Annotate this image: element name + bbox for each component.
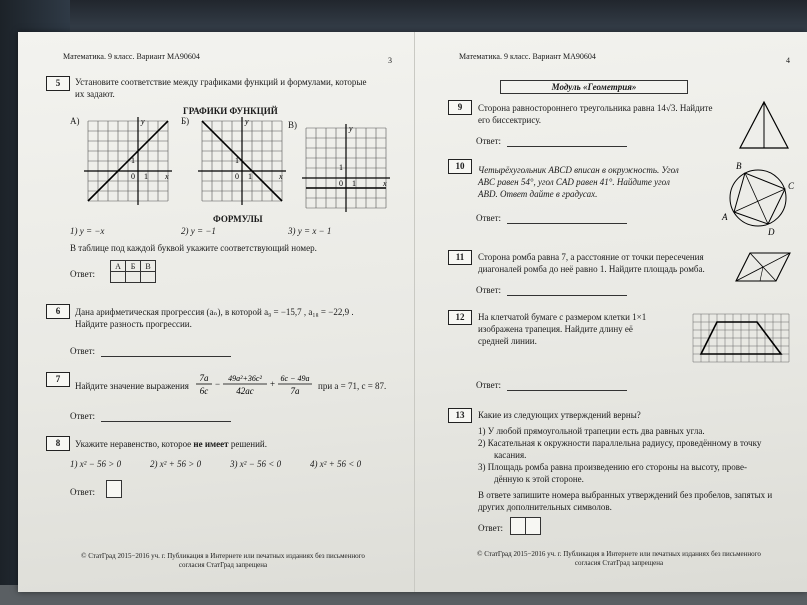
frac3-denominator: 7a bbox=[290, 386, 300, 396]
task13-answer-box-2[interactable] bbox=[525, 517, 541, 535]
task-number-5: 5 bbox=[46, 76, 70, 91]
task7-answer bbox=[70, 410, 231, 422]
task6-answer-line[interactable] bbox=[101, 347, 231, 357]
exam-sheet bbox=[18, 32, 807, 592]
task13-statement-2: 2) Касательная к окружности параллельна радиусу, проведённому в точку bbox=[478, 438, 762, 448]
task7-answer-label: Ответ: bbox=[70, 411, 96, 421]
task9-text-line2: его биссектрису. bbox=[478, 115, 542, 125]
graph-label-a: А) bbox=[70, 116, 80, 126]
rhombus-figure bbox=[732, 249, 794, 285]
graph-a bbox=[82, 115, 174, 207]
task6-text-line1: Дана арифметическая прогрессия (aₙ), в которой a₉ = −15,7 , a₁₈ = −22,9 . bbox=[75, 307, 354, 317]
frac1-numerator: 7a bbox=[199, 373, 209, 383]
table-header-c: В bbox=[141, 261, 156, 272]
graph-b-one-y: 1 bbox=[235, 156, 239, 165]
task7-expression bbox=[194, 370, 316, 404]
graph-b bbox=[196, 115, 288, 207]
task6-answer-label: Ответ: bbox=[70, 346, 96, 356]
task13-answer-label: Ответ: bbox=[478, 523, 504, 533]
task7-text-prefix: Найдите значение выражения bbox=[75, 381, 189, 391]
task5-text-line2: их задают. bbox=[75, 89, 115, 99]
table-header-a: А bbox=[111, 261, 126, 272]
page-3 bbox=[18, 32, 415, 592]
formula-1: 1) y = −x bbox=[70, 226, 105, 236]
frac3-numerator: 6c − 49a bbox=[280, 374, 310, 383]
quadrilateral-abcd bbox=[734, 173, 785, 224]
task8-text-bold: не имеет bbox=[193, 439, 229, 449]
task13-statement-3: 3) Площадь ромба равна произведению его стороны на высоту, прове- bbox=[478, 462, 747, 472]
graph-c-one-y: 1 bbox=[339, 163, 343, 172]
task5-answer-table bbox=[110, 260, 156, 283]
task8-option-1: 1) x² − 56 > 0 bbox=[70, 459, 122, 469]
graph-c bbox=[300, 122, 392, 214]
graph-a-one-y: 1 bbox=[131, 156, 135, 165]
task8-answer-box[interactable] bbox=[106, 480, 122, 498]
graph-b-x-label: x bbox=[279, 172, 283, 181]
graph-a-zero: 0 bbox=[131, 172, 135, 181]
graph-a-one-x: 1 bbox=[144, 172, 148, 181]
point-c-label: C bbox=[788, 181, 795, 191]
right-footer bbox=[454, 550, 784, 568]
task9-text-line1: Сторона равностороннего треугольника равна 14√3. Найдите bbox=[478, 103, 713, 113]
table-header-b: Б bbox=[126, 261, 141, 272]
task5-answer-label: Ответ: bbox=[70, 269, 96, 279]
right-footer-line2: согласия СтатГрад запрещена bbox=[574, 559, 664, 567]
minus-sign: − bbox=[215, 379, 221, 389]
task12-text-line2: изображена трапеция. Найдите длину её bbox=[478, 324, 633, 334]
task9-answer-label: Ответ: bbox=[476, 136, 502, 146]
task5-text-line1: Установите соответствие между графиками функций и формулами, которые bbox=[75, 77, 367, 87]
page-header: Математика. 9 класс. Вариант МА90604 bbox=[63, 52, 200, 61]
formulas-title: ФОРМУЛЫ bbox=[213, 214, 263, 224]
task10-answer-line[interactable] bbox=[507, 214, 627, 224]
task11-answer-line[interactable] bbox=[507, 286, 627, 296]
task-number-12: 12 bbox=[448, 310, 472, 325]
task10-text-line1: Четырёхугольник ABCD вписан в окружность. Угол bbox=[478, 165, 679, 175]
task10-text-line2: ABC равен 54°, угол CAD равен 41°. Найдите угол bbox=[478, 177, 670, 187]
point-d-label: D bbox=[768, 227, 775, 236]
task13-statements bbox=[478, 425, 788, 485]
task13-instruction-line2: других дополнительных символов. bbox=[478, 502, 612, 512]
answer-cell-b[interactable] bbox=[126, 272, 141, 283]
graph-label-c: В) bbox=[288, 120, 297, 130]
graph-label-b: Б) bbox=[181, 116, 190, 126]
page-4 bbox=[414, 32, 807, 592]
task12-text-line3: средней линии. bbox=[478, 336, 537, 346]
task6-text bbox=[75, 306, 405, 330]
left-footer-line2: согласия СтатГрад запрещена bbox=[178, 561, 268, 569]
task9-text bbox=[478, 102, 748, 126]
right-footer-line1: © СтатГрад 2015−2016 уч. г. Публикация в Интернете или печатных изданиях без письменного bbox=[477, 550, 761, 558]
point-a-label: A bbox=[722, 212, 728, 222]
task10-text bbox=[478, 164, 728, 200]
task7-text-suffix: при a = 71, c = 87. bbox=[318, 381, 387, 391]
point-b-label: B bbox=[736, 161, 742, 171]
frac2-denominator: 42ac bbox=[236, 386, 254, 396]
task-number-8: 8 bbox=[46, 436, 70, 451]
task13-question: Какие из следующих утверждений верны? bbox=[478, 410, 641, 420]
task12-answer bbox=[476, 379, 627, 391]
formula-3: 3) y = x − 1 bbox=[288, 226, 332, 236]
task9-answer bbox=[476, 135, 627, 147]
task8-text bbox=[75, 438, 267, 450]
task13-answer-box-1[interactable] bbox=[510, 517, 526, 535]
task11-text-line1: Сторона ромба равна 7, а расстояние от точки пересечения bbox=[478, 252, 704, 262]
trapezoid-grid-figure bbox=[692, 313, 794, 363]
task5-text bbox=[75, 76, 405, 100]
task5-instruction: В таблице под каждой буквой укажите соответствующий номер. bbox=[70, 243, 317, 253]
task8-option-2: 2) x² + 56 > 0 bbox=[150, 459, 202, 469]
task-number-6: 6 bbox=[46, 304, 70, 319]
task9-answer-line[interactable] bbox=[507, 137, 627, 147]
page-number: 4 bbox=[786, 56, 790, 65]
task8-option-4: 4) x² + 56 < 0 bbox=[310, 459, 362, 469]
page-number: 3 bbox=[388, 56, 392, 65]
task11-text-line2: диагоналей ромба до неё равно 1. Найдите площадь ромба. bbox=[478, 264, 705, 274]
task8-text-suffix: решений. bbox=[228, 439, 267, 449]
task10-answer bbox=[476, 212, 627, 224]
task6-answer bbox=[70, 345, 231, 357]
task-number-13: 13 bbox=[448, 408, 472, 423]
task-number-7: 7 bbox=[46, 372, 70, 387]
task8-answer-label: Ответ: bbox=[70, 487, 96, 497]
left-footer bbox=[58, 552, 388, 570]
frac1-denominator: 6c bbox=[199, 386, 209, 396]
task11-answer-label: Ответ: bbox=[476, 285, 502, 295]
task12-text bbox=[478, 311, 678, 347]
graph-b-one-x: 1 bbox=[248, 172, 252, 181]
graph-b-zero: 0 bbox=[235, 172, 239, 181]
task11-answer bbox=[476, 284, 627, 296]
task10-answer-label: Ответ: bbox=[476, 213, 502, 223]
task13-statement-2-cont: касания. bbox=[494, 450, 527, 460]
plus-sign: + bbox=[270, 379, 276, 389]
graphs-title: ГРАФИКИ ФУНКЦИЙ bbox=[183, 106, 278, 116]
graph-a-y-label: y bbox=[141, 117, 145, 126]
module-title: Модуль «Геометрия» bbox=[500, 80, 688, 94]
task13-statement-3-cont: дённую к этой стороне. bbox=[494, 474, 584, 484]
frac2-numerator: 49a²+36c² bbox=[228, 374, 262, 383]
task7-answer-line[interactable] bbox=[101, 412, 231, 422]
graph-c-x-label: x bbox=[383, 179, 387, 188]
task13-statement-1: 1) У любой прямоугольной трапеции есть два равных угла. bbox=[478, 426, 705, 436]
graph-c-y-label: y bbox=[349, 124, 353, 133]
task12-answer-line[interactable] bbox=[507, 381, 627, 391]
rhombus-distance bbox=[760, 267, 763, 281]
task-number-10: 10 bbox=[448, 159, 472, 174]
left-footer-line1: © СтатГрад 2015−2016 уч. г. Публикация в Интернете или печатных изданиях без письменного bbox=[81, 552, 365, 560]
diagonal-ac bbox=[734, 189, 785, 212]
graph-c-zero: 0 bbox=[339, 179, 343, 188]
task8-option-3: 3) x² − 56 < 0 bbox=[230, 459, 282, 469]
answer-cell-a[interactable] bbox=[111, 272, 126, 283]
task13-instruction-line1: В ответе запишите номера выбранных утверждений без пробелов, запятых и bbox=[478, 490, 773, 500]
answer-cell-c[interactable] bbox=[141, 272, 156, 283]
task8-text-prefix: Укажите неравенство, которое bbox=[75, 439, 194, 449]
graph-b-y-label: y bbox=[245, 117, 249, 126]
equilateral-triangle-figure bbox=[736, 98, 792, 152]
page-header: Математика. 9 класс. Вариант МА90604 bbox=[459, 52, 596, 61]
task13-instruction bbox=[478, 489, 788, 513]
task12-answer-label: Ответ: bbox=[476, 380, 502, 390]
graph-c-one-x: 1 bbox=[352, 179, 356, 188]
task6-text-line2: Найдите разность прогрессии. bbox=[75, 319, 192, 329]
inscribed-quadrilateral-figure bbox=[718, 160, 798, 236]
task12-text-line1: На клетчатой бумаге с размером клетки 1×1 bbox=[478, 312, 647, 322]
formula-2: 2) y = −1 bbox=[181, 226, 216, 236]
task-number-9: 9 bbox=[448, 100, 472, 115]
graph-a-x-label: x bbox=[165, 172, 169, 181]
task10-text-line3: ABD. Ответ дайте в градусах. bbox=[478, 189, 598, 199]
task11-text bbox=[478, 251, 728, 275]
task-number-11: 11 bbox=[448, 250, 472, 265]
